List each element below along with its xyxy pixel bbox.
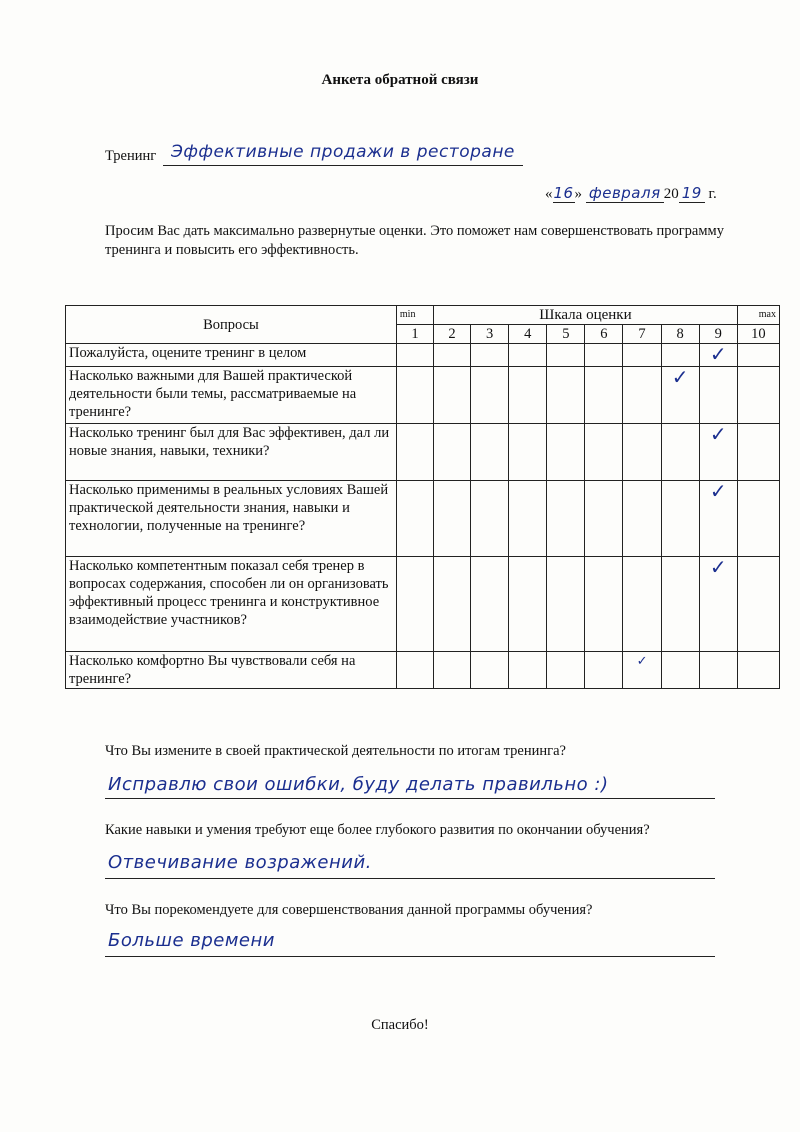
score-cell-5[interactable] xyxy=(547,344,585,367)
questions-header: Вопросы xyxy=(66,306,397,344)
score-cell-1[interactable] xyxy=(396,424,433,481)
score-cell-3[interactable] xyxy=(471,344,509,367)
table-row xyxy=(66,652,780,689)
score-cell-9[interactable] xyxy=(699,344,737,367)
date-close-quote: » xyxy=(574,186,582,202)
score-cell-7[interactable] xyxy=(623,424,661,481)
score-cell-8[interactable] xyxy=(661,424,699,481)
thanks-text: Спасибо! xyxy=(371,1017,429,1033)
score-cell-4[interactable] xyxy=(509,424,547,481)
score-cell-1[interactable] xyxy=(396,344,433,367)
checkmark-icon: ✓ xyxy=(709,342,727,366)
training-value: Эффективные продажи в ресторане xyxy=(171,142,515,162)
score-cell-9[interactable] xyxy=(699,481,737,557)
date-year-prefix: 20 xyxy=(663,186,679,202)
score-cell-9[interactable] xyxy=(699,652,737,689)
date-month: февраля xyxy=(586,184,664,203)
min-header xyxy=(396,306,433,325)
score-cell-1[interactable] xyxy=(396,481,433,557)
score-cell-6[interactable] xyxy=(585,652,623,689)
question-cell: Пожалуйста, оцените тренинг в целом xyxy=(66,344,397,367)
score-cell-8[interactable] xyxy=(661,652,699,689)
scale-4: 4 xyxy=(509,325,547,344)
date-year: 19 xyxy=(679,184,705,203)
scale-7: 7 xyxy=(623,325,661,344)
date-suffix: г. xyxy=(708,186,717,202)
score-cell-10[interactable] xyxy=(737,652,779,689)
score-cell-8[interactable] xyxy=(661,344,699,367)
score-cell-8[interactable] xyxy=(661,481,699,557)
table-row xyxy=(66,557,780,652)
score-cell-6[interactable] xyxy=(585,557,623,652)
score-cell-6[interactable] xyxy=(585,344,623,367)
score-cell-6[interactable] xyxy=(585,424,623,481)
table-row xyxy=(66,481,780,557)
score-cell-3[interactable] xyxy=(471,557,509,652)
score-cell-10[interactable] xyxy=(737,481,779,557)
scale-header: Шкала оценки xyxy=(434,306,738,325)
scale-3: 3 xyxy=(471,325,509,344)
score-cell-7[interactable] xyxy=(623,557,661,652)
score-cell-1[interactable] xyxy=(396,652,433,689)
score-cell-1[interactable] xyxy=(396,367,433,424)
score-cell-4[interactable] xyxy=(509,367,547,424)
score-cell-10[interactable] xyxy=(737,557,779,652)
score-cell-1[interactable] xyxy=(396,557,433,652)
score-cell-10[interactable] xyxy=(737,344,779,367)
date-open-quote: « xyxy=(545,186,553,202)
score-cell-5[interactable] xyxy=(547,367,585,424)
score-cell-7[interactable] xyxy=(623,481,661,557)
ratings-body xyxy=(66,344,780,689)
question-cell: Насколько тренинг был для Вас эффективен, дал ли новые знания, навыки, техники? xyxy=(66,424,397,481)
score-cell-8[interactable] xyxy=(661,367,699,424)
score-cell-10[interactable] xyxy=(737,424,779,481)
checkmark-icon: ✓ xyxy=(709,479,727,503)
scale-9: 9 xyxy=(699,325,737,344)
score-cell-3[interactable] xyxy=(471,652,509,689)
score-cell-6[interactable] xyxy=(585,481,623,557)
q3-question: Что Вы порекомендуете для совершенствования данной программы обучения? xyxy=(105,902,593,918)
scale-5: 5 xyxy=(547,325,585,344)
question-cell: Насколько важными для Вашей практической деятельности были темы, рассматриваемые на тренинге? xyxy=(66,367,397,424)
score-cell-5[interactable] xyxy=(547,557,585,652)
score-cell-9[interactable] xyxy=(699,557,737,652)
form-title: Анкета обратной связи xyxy=(321,72,479,88)
min-label: min xyxy=(399,309,416,320)
checkmark-icon: ✓ xyxy=(709,555,727,579)
q1-answer: Исправлю свои ошибки, буду делать правильно :) xyxy=(108,774,609,795)
ratings-table xyxy=(65,305,780,689)
q2-question: Какие навыки и умения требуют еще более глубокого развития по окончании обучения? xyxy=(105,822,650,838)
scale-10: 10 xyxy=(737,325,779,344)
score-cell-7[interactable] xyxy=(623,344,661,367)
score-cell-6[interactable] xyxy=(585,367,623,424)
training-label: Тренинг xyxy=(105,148,157,164)
date-line xyxy=(545,184,745,206)
score-cell-4[interactable] xyxy=(509,344,547,367)
score-cell-8[interactable] xyxy=(661,557,699,652)
header-row-1 xyxy=(66,306,780,325)
scale-2: 2 xyxy=(434,325,471,344)
score-cell-7[interactable] xyxy=(623,367,661,424)
question-cell: Насколько комфортно Вы чувствовали себя на тренинге? xyxy=(66,652,397,689)
checkmark-icon: ✓ xyxy=(636,654,648,669)
score-cell-2[interactable] xyxy=(434,367,471,424)
score-cell-2[interactable] xyxy=(434,557,471,652)
score-cell-4[interactable] xyxy=(509,557,547,652)
score-cell-2[interactable] xyxy=(434,652,471,689)
score-cell-3[interactable] xyxy=(471,367,509,424)
score-cell-7[interactable] xyxy=(623,652,661,689)
score-cell-4[interactable] xyxy=(509,481,547,557)
date-day: 16 xyxy=(553,184,574,202)
score-cell-4[interactable] xyxy=(509,652,547,689)
scale-1: 1 xyxy=(396,325,433,344)
q3-answer: Больше времени xyxy=(108,930,275,951)
table-row xyxy=(66,344,780,367)
score-cell-2[interactable] xyxy=(434,344,471,367)
table-row xyxy=(66,424,780,481)
score-cell-3[interactable] xyxy=(471,481,509,557)
score-cell-5[interactable] xyxy=(547,652,585,689)
scale-8: 8 xyxy=(661,325,699,344)
score-cell-2[interactable] xyxy=(434,481,471,557)
max-header xyxy=(737,306,779,325)
checkmark-icon: ✓ xyxy=(671,365,689,389)
q2-answer: Отвечивание возражений. xyxy=(108,852,372,873)
checkmark-icon: ✓ xyxy=(709,422,727,446)
max-label: max xyxy=(758,309,776,320)
question-cell: Насколько применимы в реальных условиях Вашей практической деятельности знания, навыки и технологии, полученные на тренинге? xyxy=(66,481,397,557)
intro-text: Просим Вас дать максимально развернутые оценки. Это поможет нам совершенствовать программу тренинга и повысить его эффективность. xyxy=(105,223,724,258)
score-cell-5[interactable] xyxy=(547,481,585,557)
score-cell-5[interactable] xyxy=(547,424,585,481)
score-cell-9[interactable] xyxy=(699,424,737,481)
score-cell-2[interactable] xyxy=(434,424,471,481)
table-row xyxy=(66,367,780,424)
question-cell: Насколько компетентным показал себя тренер в вопросах содержания, способен ли он организовать эффективный процесс тренинга и конструктивное взаимодействие участников? xyxy=(66,557,397,652)
scale-6: 6 xyxy=(585,325,623,344)
score-cell-3[interactable] xyxy=(471,424,509,481)
training-field xyxy=(163,142,523,166)
score-cell-9[interactable] xyxy=(699,367,737,424)
q1-question: Что Вы измените в своей практической деятельности по итогам тренинга? xyxy=(105,743,566,759)
score-cell-10[interactable] xyxy=(737,367,779,424)
